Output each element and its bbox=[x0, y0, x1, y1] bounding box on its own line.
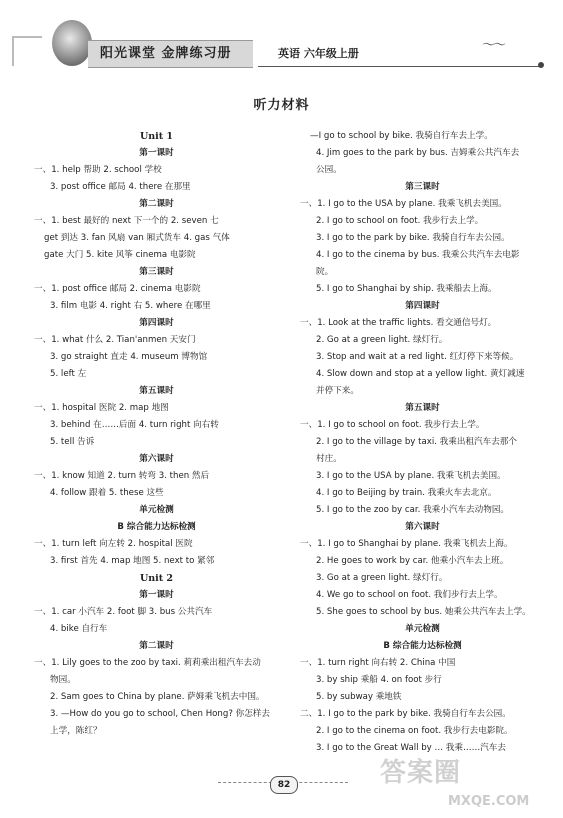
answer-line: 5. by subway 乘地铁 bbox=[316, 692, 402, 702]
answer-line: 并停下来。 bbox=[316, 386, 359, 396]
section-heading: B 综合能力达标检测 bbox=[117, 522, 196, 532]
answer-line: 2. He goes to work by car. 他乘小汽车去上班。 bbox=[316, 556, 509, 566]
header-decoration bbox=[12, 36, 42, 66]
book-subject: 英语 六年级上册 bbox=[278, 47, 359, 60]
section-heading: 单元检测 bbox=[139, 505, 174, 515]
answer-line: 5. She goes to school by bus. 她乘公共汽车去上学。 bbox=[316, 607, 531, 617]
answer-line: 一、1. what 什么 2. Tian'anmen 天安门 bbox=[34, 335, 196, 345]
section-heading: 第三课时 bbox=[139, 267, 174, 277]
answer-line: 4. We go to school on foot. 我们步行去上学。 bbox=[316, 590, 503, 600]
answer-line: 5. I go to the zoo by car. 我乘小汽车去动物园。 bbox=[316, 505, 510, 515]
section-heading: 第四课时 bbox=[405, 301, 440, 311]
answer-line: 5. left 左 bbox=[50, 369, 87, 379]
answer-line: 一、1. I go to the USA by plane. 我乘飞机去美国。 bbox=[300, 199, 507, 209]
answer-line: 3. I go to the USA by plane. 我乘飞机去美国。 bbox=[316, 471, 506, 481]
section-heading: 第五课时 bbox=[139, 386, 174, 396]
answer-line: 上学，陈红？ bbox=[50, 726, 102, 736]
book-title: 阳光课堂 金牌练习册 bbox=[100, 46, 232, 61]
answer-line: 一、1. Look at the traffic lights. 看交通信号灯。 bbox=[300, 318, 497, 328]
answer-line: 一、1. hospital 医院 2. map 地图 bbox=[34, 403, 169, 413]
answer-line: 2. I go to school on foot. 我步行去上学。 bbox=[316, 216, 484, 226]
page-header bbox=[0, 0, 563, 78]
watermark: 答案圈 bbox=[380, 758, 462, 788]
answer-line: 4. I go to the cinema by bus. 我乘公共汽车去电影 bbox=[316, 250, 520, 260]
answer-line: 4. bike 自行车 bbox=[50, 624, 108, 634]
watermark-url: MXQE.COM bbox=[448, 794, 530, 809]
answer-line: 3. film 电影 4. right 右 5. where 在哪里 bbox=[50, 301, 211, 311]
answer-line: 2. I go to the cinema on foot. 我步行去电影院。 bbox=[316, 726, 513, 736]
answer-line: 5. I go to Shanghai by ship. 我乘船去上海。 bbox=[316, 284, 497, 294]
globe-logo-icon bbox=[52, 20, 92, 66]
answer-line: 3. Stop and wait at a red light. 红灯停下来等候。 bbox=[316, 352, 519, 362]
section-heading: 第五课时 bbox=[405, 403, 440, 413]
answer-line: 二、1. I go to the park by bike. 我骑自行车去公园。 bbox=[300, 709, 511, 719]
header-dot bbox=[538, 62, 544, 68]
bird-icon: 〜〜 bbox=[482, 38, 505, 53]
answer-line: 一、1. turn right 向右转 2. China 中国 bbox=[300, 658, 456, 668]
answer-line: gate 大门 5. kite 风筝 cinema 电影院 bbox=[44, 250, 196, 260]
answer-line: 3. first 首先 4. map 地图 5. next to 紧邻 bbox=[50, 556, 215, 566]
section-heading: 第二课时 bbox=[139, 641, 174, 651]
answer-line: 3. by ship 乘船 4. on foot 步行 bbox=[316, 675, 442, 685]
answer-line: 2. Sam goes to China by plane. 萨姆乘飞机去中国。 bbox=[50, 692, 265, 702]
section-heading: 单元检测 bbox=[405, 624, 440, 634]
answer-line: 3. —How do you go to school, Chen Hong? 你怎样去 bbox=[50, 709, 270, 719]
answer-line: 4. I go to Beijing by train. 我乘火车去北京。 bbox=[316, 488, 497, 498]
answer-line: 一、1. car 小汽车 2. foot 脚 3. bus 公共汽车 bbox=[34, 607, 213, 617]
answer-line: 4. follow 跟着 5. these 这些 bbox=[50, 488, 164, 498]
answer-line: —I go to school by bike. 我骑自行车去上学。 bbox=[310, 131, 493, 141]
answer-line: 一、1. post office 邮局 2. cinema 电影院 bbox=[34, 284, 201, 294]
answer-line: 一、1. I go to Shanghai by plane. 我乘飞机去上海。 bbox=[300, 539, 513, 549]
section-heading: 第六课时 bbox=[405, 522, 440, 532]
answer-line: 院。 bbox=[316, 267, 334, 277]
unit-heading: Unit 2 bbox=[139, 573, 174, 584]
header-rule bbox=[258, 66, 540, 67]
answer-line: 一、1. I go to school on foot. 我步行去上学。 bbox=[300, 420, 485, 430]
answer-line: 2. I go to the village by taxi. 我乘出租汽车去那个 bbox=[316, 437, 518, 447]
answer-line: 3. go straight 直走 4. museum 博物馆 bbox=[50, 352, 208, 362]
section-heading: B 综合能力达标检测 bbox=[383, 641, 462, 651]
answer-line: 5. tell 告诉 bbox=[50, 437, 95, 447]
section-heading: 第一课时 bbox=[139, 590, 174, 600]
section-heading: 第一课时 bbox=[139, 148, 174, 158]
answer-line: 村庄。 bbox=[316, 454, 342, 464]
answer-line: 一、1. help 帮助 2. school 学校 bbox=[34, 165, 162, 175]
section-heading: 第二课时 bbox=[139, 199, 174, 209]
answer-line: 一、1. know 知道 2. turn 转弯 3. then 然后 bbox=[34, 471, 210, 481]
answer-line: 4. Jim goes to the park by bus. 吉姆乘公共汽车去 bbox=[316, 148, 520, 158]
left-column bbox=[34, 128, 279, 740]
answer-line: 2. Go at a green light. 绿灯行。 bbox=[316, 335, 448, 345]
section-heading: 第六课时 bbox=[139, 454, 174, 464]
section-heading: 第三课时 bbox=[405, 182, 440, 192]
answer-line: 3. I go to the park by bike. 我骑自行车去公园。 bbox=[316, 233, 510, 243]
answer-line: 一、1. Lily goes to the zoo by taxi. 莉莉乘出租汽车去动 bbox=[34, 658, 261, 668]
section-heading: 第四课时 bbox=[139, 318, 174, 328]
right-column bbox=[300, 128, 545, 757]
answer-line: 4. Slow down and stop at a yellow light. 黄灯减速 bbox=[316, 369, 525, 379]
answer-line: 3. behind 在……后面 4. turn right 向右转 bbox=[50, 420, 219, 430]
answer-line: 一、1. best 最好的 next 下一个的 2. seven 七 bbox=[34, 216, 219, 226]
page-title: 听力材料 bbox=[253, 98, 310, 113]
answer-line: 3. Go at a green light. 绿灯行。 bbox=[316, 573, 448, 583]
answer-line: 3. I go to the Great Wall by … 我乘……汽车去 bbox=[316, 743, 506, 753]
answer-line: 物园。 bbox=[50, 675, 76, 685]
unit-heading: Unit 1 bbox=[139, 131, 174, 142]
answer-line: get 到达 3. fan 风扇 van 厢式货车 4. gas 气体 bbox=[44, 233, 230, 243]
page-number: 82 bbox=[270, 776, 298, 794]
answer-line: 3. post office 邮局 4. there 在那里 bbox=[50, 182, 191, 192]
answer-line: 一、1. turn left 向左转 2. hospital 医院 bbox=[34, 539, 193, 549]
answer-line: 公园。 bbox=[316, 165, 342, 175]
